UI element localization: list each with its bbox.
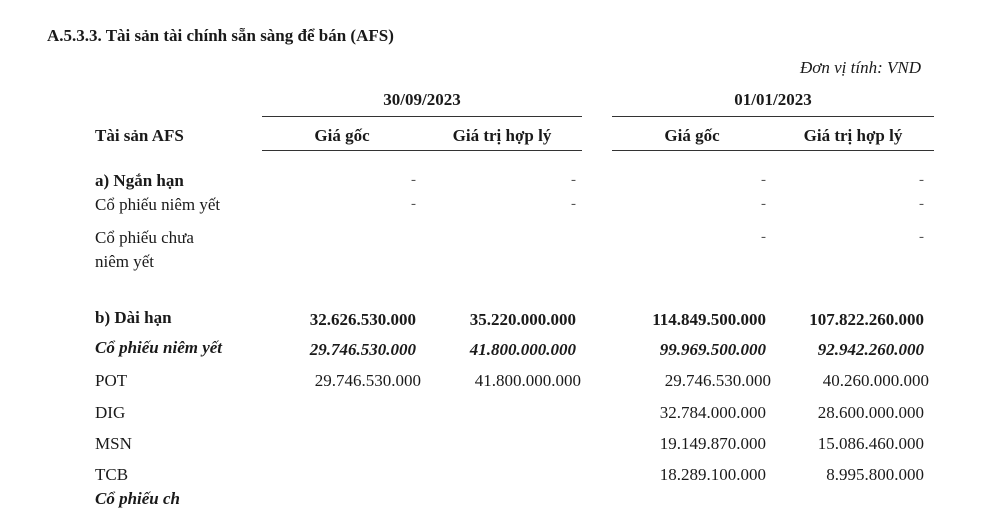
row-label-listed-long: Cổ phiếu niêm yết <box>95 338 223 357</box>
cell: 32.626.530.000 <box>309 310 416 329</box>
col-header-cost-2: Giá gốc <box>664 126 720 145</box>
cell: 29.746.530.000 <box>309 340 416 359</box>
cell: - <box>919 196 924 212</box>
cell: 29.746.530.000 <box>664 371 771 390</box>
cell: 92.942.260.000 <box>817 340 924 359</box>
date-header-01-01-2023: 01/01/2023 <box>734 90 812 109</box>
cell: - <box>919 172 924 188</box>
row-label-dig: DIG <box>95 403 126 422</box>
cell: - <box>761 172 766 188</box>
row-label-unlisted-1: Cổ phiếu chưa <box>95 228 194 247</box>
header-underline-1 <box>262 150 582 151</box>
cell: 28.600.000.000 <box>817 403 924 422</box>
cell: - <box>761 229 766 245</box>
date-underline-2 <box>612 116 934 117</box>
date-underline-1 <box>262 116 582 117</box>
cell: 8.995.800.000 <box>826 465 924 484</box>
cell: 35.220.000.000 <box>469 310 576 329</box>
cell: 41.800.000.000 <box>474 371 581 390</box>
cell: - <box>411 196 416 212</box>
cell: - <box>571 172 576 188</box>
cell: 19.149.870.000 <box>659 434 766 453</box>
cell: 18.289.100.000 <box>659 465 766 484</box>
row-label-partial: Cổ phiếu ch <box>95 489 181 508</box>
cell: 32.784.000.000 <box>659 403 766 422</box>
row-label-tcb: TCB <box>95 465 129 484</box>
unit-note: Đơn vị tính: VND <box>800 58 921 77</box>
col-header-cost-1: Giá gốc <box>314 126 370 145</box>
cell: - <box>571 196 576 212</box>
row-label-long-term: b) Dài hạn <box>95 308 172 327</box>
row-label-unlisted-2: niêm yết <box>95 252 155 271</box>
cell: 40.260.000.000 <box>822 371 929 390</box>
row-label-listed-short: Cổ phiếu niêm yết <box>95 195 221 214</box>
header-underline-2 <box>612 150 934 151</box>
cell: - <box>761 196 766 212</box>
cell: - <box>411 172 416 188</box>
section-heading: A.5.3.3. Tài sản tài chính sẵn sàng để bán (AFS) <box>47 26 394 45</box>
cell: 29.746.530.000 <box>314 371 421 390</box>
cell: 99.969.500.000 <box>659 340 766 359</box>
cell: 15.086.460.000 <box>817 434 924 453</box>
row-label-pot: POT <box>95 371 128 390</box>
cell: 114.849.500.000 <box>652 310 766 329</box>
row-label-short-term: a) Ngắn hạn <box>95 171 184 190</box>
col-header-asset: Tài sản AFS <box>95 126 184 145</box>
cell: - <box>919 229 924 245</box>
cell: 107.822.260.000 <box>809 310 924 329</box>
col-header-fair-1: Giá trị hợp lý <box>452 126 552 145</box>
date-header-30-09-2023: 30/09/2023 <box>383 90 461 109</box>
row-label-msn: MSN <box>95 434 132 453</box>
col-header-fair-2: Giá trị hợp lý <box>803 126 903 145</box>
cell: 41.800.000.000 <box>469 340 576 359</box>
